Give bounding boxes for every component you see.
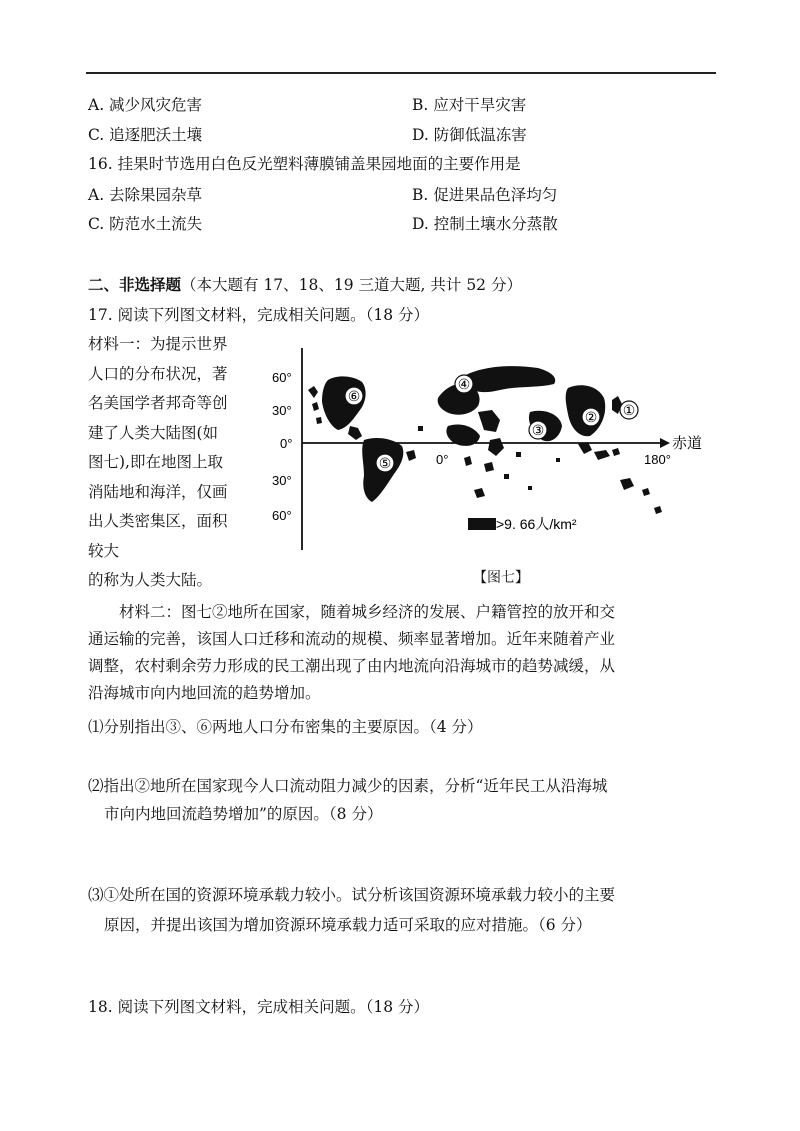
q16-stem: 16. 挂果时节选用白色反光塑料薄膜铺盖果园地面的主要作用是 xyxy=(88,155,521,173)
q16-option-b: B. 促进果品色泽均匀 xyxy=(412,186,558,204)
q16-option-c: C. 防范水土流失 xyxy=(88,215,203,233)
population-areas xyxy=(308,366,662,514)
marker-2: ② xyxy=(584,409,598,425)
q15-option-b: B. 应对干旱灾害 xyxy=(412,96,527,114)
q18-stem: 18. 阅读下列图文材料，完成相关问题。（18 分） xyxy=(88,998,429,1016)
lat-label: 0° xyxy=(280,436,293,451)
marker-3: ③ xyxy=(531,422,545,438)
material-two-line: 通运输的完善，该国人口迁移和流动的规模、频率显著增加。近年来随着产业 xyxy=(88,630,616,648)
figure-caption: 【图七】 xyxy=(473,570,529,586)
marker-4: ④ xyxy=(457,376,471,392)
q17-sub1: ⑴分别指出③、⑥两地人口分布密集的主要原因。（4 分） xyxy=(88,718,483,736)
q17-sub2 xyxy=(88,772,716,828)
material-one-line: 建了人类大陆图(如 xyxy=(88,423,219,442)
q16-option-d: D. 控制土壤水分蒸散 xyxy=(412,215,558,233)
q17-sub3-line: 原因，并提出该国为增加资源环境承载力适可采取的应对措施。（6 分） xyxy=(104,916,592,934)
marker-6: ⑥ xyxy=(347,388,361,404)
material-one-line: 出人类密集区，面积 xyxy=(88,512,228,530)
legend-swatch xyxy=(468,518,496,530)
lat-label: 60° xyxy=(272,370,292,385)
legend-label: >9. 66人/km² xyxy=(496,516,577,532)
q15-option-a: A. 减少风灾危害 xyxy=(88,96,203,114)
central-america-blob xyxy=(348,426,362,440)
material-one-line: 图七),即在地图上取 xyxy=(88,453,223,471)
oceania-blob xyxy=(620,478,662,514)
q16-option-a: A. 去除果园杂草 xyxy=(88,186,203,204)
lat-label: 60° xyxy=(272,508,292,523)
material-two-line: 材料二：图七②地所在国家，随着城乡经济的发展、户籍管控的放开和交 xyxy=(119,603,616,621)
material-one-line: 人口的分布状况，著 xyxy=(88,364,228,383)
q17-sub2-line: ⑵指出②地所在国家现今人口流动阻力减少的因素，分析“近年民工从沿海城 xyxy=(88,777,608,795)
section-heading xyxy=(88,274,522,296)
material-two-line: 调整，农村剩余劳力形成的民工潮出现了由内地流向沿海城市的趋势减缓，从 xyxy=(88,657,616,675)
material-one-line: 较大 xyxy=(88,541,120,560)
q15-option-d: D. 防御低温冻害 xyxy=(412,126,527,144)
north-america-west-blob xyxy=(308,386,322,424)
south-america-east-blob xyxy=(406,450,416,461)
marker-1: ① xyxy=(622,402,636,418)
equator-label: 赤道 xyxy=(672,435,703,452)
lon-label: 180° xyxy=(644,452,671,467)
material-one-line: 材料一：为提示世界 xyxy=(88,335,228,353)
q17-sub3 xyxy=(88,880,716,940)
lat-label: 30° xyxy=(272,473,292,488)
equator-arrow-icon xyxy=(660,438,670,448)
q17-sub3-line: ⑶①处所在国的资源环境承载力较小。试分析该国资源环境承载力较小的主要 xyxy=(88,886,616,904)
q17-sub2-line: 市向内地回流趋势增加”的原因。（8 分） xyxy=(104,805,383,823)
section-note: （本大题有 17、18、19 三道大题, 共计 52 分） xyxy=(181,276,522,294)
q15-option-c: C. 追逐肥沃土壤 xyxy=(88,126,203,144)
material-one-line: 的称为人类大陆。 xyxy=(88,571,213,589)
russia-blob xyxy=(464,366,555,392)
material-one-line: 消陆地和海洋，仅画 xyxy=(88,482,228,501)
material-two xyxy=(88,599,716,707)
material-one-line: 名美国学者邦奇等创 xyxy=(88,394,228,412)
human-continent-map xyxy=(268,340,708,555)
q17-stem: 17. 阅读下列图文材料，完成相关问题。（18 分） xyxy=(88,306,429,324)
section-title: 二、非选择题 xyxy=(88,275,182,294)
middle-east-blob xyxy=(478,410,500,432)
header-rule xyxy=(86,72,716,74)
material-one xyxy=(88,330,258,596)
material-two-line: 沿海城市向内地回流的趋势增加。 xyxy=(88,684,321,702)
south-africa-blob xyxy=(464,456,485,498)
lon-label: 0° xyxy=(436,452,449,467)
lat-label: 30° xyxy=(272,403,292,418)
marker-5: ⑤ xyxy=(378,455,392,471)
southeast-asia-blob xyxy=(578,442,620,460)
